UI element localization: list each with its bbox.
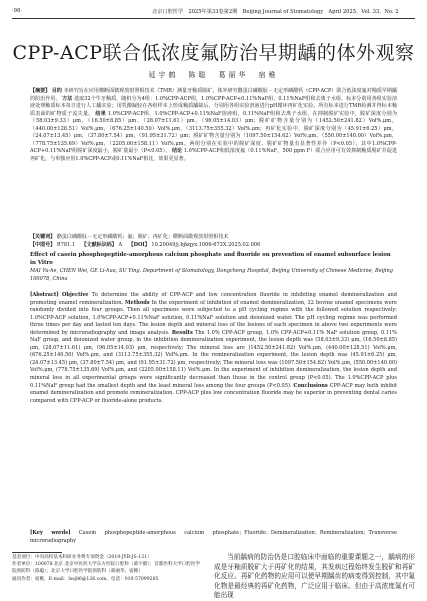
abstract-bracket-open: 【 — [30, 88, 36, 94]
conclusion-label: 结论 — [171, 148, 183, 155]
en-results-text: The 1.0% CPP-ACP group, 1.0% CPP-ACP+0.11% NaF solution group, 0.11% NaF group, and deionized water group, in the inhibition demineralization experiment, the lesion depth was (58.03±9.33) μm, (16.50±8.85) μm, (28.07±11.61) μm, (96.05±14.03) μm, respectively; The mineral loss are (1452.50±241.82) Vol%.μm, (440.00±128.51) Vol%.μm, (676.25±140.50) Vol%.μm, and (3113.75±355.32) Vol%.μm. In the remineralization experiment, the lesion depth was (45.91±6.25) μm, (24.07±13.45) μm, (37.80±7.54) μm, and (91.95±31.72) μm, respectively; The mineral loss was (1097.50±154.62) Vol%.μm, (550.00±140.00) Vol%.μm, (778.75±135.69) Vol%.μm, and (2205.00±158.11) Vol%.μm. In the experiment of inhibition demineralization, the lesion depth and mineral loss in all experimental groups were significantly decreased than those in the control group (P<0.05). The 1.0%CPP-ACP plus 0.11%NaF group had the smallest depth and the least mineral loss among the four groups (P<0.05). — [30, 329, 397, 389]
keywords-text: 酪蛋白磷酸肽－无定形磷酸钙；氟；脱矿；再矿化；横断面微观放射照相技术 — [56, 234, 229, 240]
en-methods-label: Methods — [125, 299, 150, 306]
page-header — [12, 6, 415, 18]
classification-line — [30, 242, 397, 250]
clc-value: R781.1 — [56, 242, 76, 248]
doi-value: 10.20049/j.bjkqyx.1006-673X.2025.02.006 — [151, 242, 261, 248]
english-title: Effect of casein phosphopeptide-amorphous calcium phosphate and fluoride on prevention of enamel subsurface lesion in Vitro — [30, 252, 391, 266]
en-objective-label: Objective — [62, 292, 89, 298]
en-objective-text: To determine the ability of CPP-ACP and low concentration fluoride in inhibiting enamel demineralization and promoting enamel remineralization. — [30, 292, 397, 306]
en-keywords-label: [Key words] — [30, 530, 71, 536]
en-methods-text: In the experiment of inhibition of enamel demineralization, 32 bovine enamel specimens were randomly divided into four groups. Then all specimens were subjected to a pH cycling regime with the followed solution respectively: 1.0%CPP-ACP solution, 1.0%CPP-ACP+0.11%NaF solution, 0.11%NaF solution and deionized water. The pH cycling regime was performed three times per day and lasted ten days. The lesion depth and mineral loss of the lesions of each specimen in above two experiments were determined by microradiography and image analysis. — [30, 299, 397, 336]
english-authors: MAI Yu-he, CHEN Wei, GE Li-hua, SU Ying. Department of Stomatology, Dongcheng Hospital, Beijing University of Chinese Medicine, Beijing 100078, China — [30, 268, 393, 282]
english-abstract — [30, 292, 397, 527]
results-text: 1.0%CPP-ACP组、1.0%CPP-ACP+0.11%NaF溶液组、0.11%NaF组和去离子水组，在抑制脱矿实验中，脱矿深度分别为（58.03±9.33）μm，（16.50±8.85）μm，（28.07±11.61）μm，（96.05±14.03）μm；脱矿矿物含量分别为（1452.50±241.82）Vol%.μm，（440.00±128.51）Vol%.μm，（676.25±140.50）Vol%.μm，（3113.75±355.32）Vol%.μm；再矿化实验中，脱矿深度分别为（45.91±6.25）μm，（24.07±13.45）μm，（37.80±7.54）μm，（91.95±31.72）μm；脱矿矿物含量分别为（1097.50±154.62）Vol%.μm，（550.00±140.00）Vol%.μm，（778.75±135.69）Vol%.μm，（2205.00±158.11）Vol%.μm。两组分别在实验中的脱矿深度、脱矿矿物量有显著性差异（P<0.05）；其中1.0%CPP-ACP+0.11%NaF组脱矿深度最小，脱矿量最小（P<0.05）。 — [30, 110, 398, 155]
en-results-label: Results — [171, 329, 193, 336]
en-keywords-text: Casein phosphopeptide-amorphous calcium phosphate；Fluoride；Demineralization；Remineralization；Transverse microradiography — [30, 530, 398, 544]
body-paragraph: 当前龋病的防治仍是口腔临床中面临的重要课题之一，龋病的形成是牙釉质脱矿大于再矿化的结果，其发病过程始终发生脱矿和再矿化反应。再矿化药物的应用可以使早期龋齿的病变得到控制，其中氟化物是最经典的再矿化药物，广泛应用于临床。但由于高浓度氟有可能出现 — [214, 553, 415, 600]
page-number: ·98· — [12, 8, 22, 14]
keywords-label: 【关键词】 — [30, 234, 56, 240]
english-keywords — [30, 530, 397, 546]
abstract-label: 摘要 — [35, 88, 46, 94]
doc-code-label: 【文献标识码】 — [81, 242, 117, 248]
footnote-fund: 基金项目：中央高校基本科研业务费专项资金（2019-JYB-JS-121） — [12, 555, 152, 560]
header-rule — [12, 18, 415, 19]
objective-label: 目的 — [51, 88, 62, 94]
results-label: 结果 — [95, 110, 107, 117]
footnote-rule — [12, 552, 62, 553]
footnote-corresponding: 通讯作者：宿稚，E-mail：lssj86@126.com，电话：010-57099285 — [12, 576, 159, 582]
journal-line: 北京口腔医学 2025年第33卷第2期 Beijing Journal of Stomatology April 2025，Vol. 33，No. 2 — [152, 9, 399, 15]
article-title: CPP-ACP联合低浓度氟防治早期龋的体外观察 — [12, 42, 415, 64]
en-conclusions-text: CPP-ACP may both inhibit enamel demineralization and promote remineralization. CPP-ACP plus low concentration fluoride may be superior in preventing dental caries compared with CPP-ACP or fluoride-alone products. — [30, 382, 398, 404]
conclusion-text: 1.0%CPP-ACP和低浓度氟（0.11%NaF，500 ppm F）联合应用可有效抑制釉质脱矿并促进再矿化，与单独应用1.0%CPP-ACP或0.11%NaF相比，效果更显著。 — [30, 148, 397, 162]
chinese-abstract — [30, 88, 397, 233]
abstract-bracket-close: 】 — [45, 88, 51, 94]
en-abstract-label: [Abstract] — [30, 292, 59, 298]
footnote-affiliation: 作者单位：100078 北京 北京中医药大学东方医院口腔科（葛宇鹤）；首都医科大学口腔医学院预防科（陈聪）；北京大学口腔医学院预防科（葛丽华、宿稚） — [12, 562, 201, 575]
chinese-keywords — [30, 234, 397, 242]
methods-text: 选取32个牛牙釉质，随机分为4组：1.0%CPP-ACP组，1.0%CPP-ACP+0.11%NaF组，0.11%NaF组和去离子水组。标本分别用各组实验溶液处理釉质标本每日进行人工龋实验；用乳酸凝胶在各组样本上形成釉质龋缺后，分别用各组实验溶液进行pH循环再矿化实验。所有标本进行TMR检测并得标本釉质表面的矿物质子流失量。 — [30, 95, 397, 117]
methods-label: 方法 — [62, 95, 73, 102]
objective-text: 本研究旨在应用横断面微观放射照相技术（TMR）测量牙釉质脱矿、体外研究酪蛋白磷酸肽－无定形磷酸钙（CPP-ACP）联合低浓度氟对釉质早期龋的防治作用。 — [30, 88, 398, 102]
footnote — [12, 554, 202, 583]
clc-label: 【中图号】 — [30, 242, 56, 248]
doi-label: 【DOI】 — [128, 242, 150, 248]
article-authors: 延宇鹤 陈聪 葛丽华 宿稚 — [148, 71, 279, 79]
doc-code-value: A — [118, 242, 123, 248]
en-conclusions-label: Conclusions — [293, 382, 328, 389]
